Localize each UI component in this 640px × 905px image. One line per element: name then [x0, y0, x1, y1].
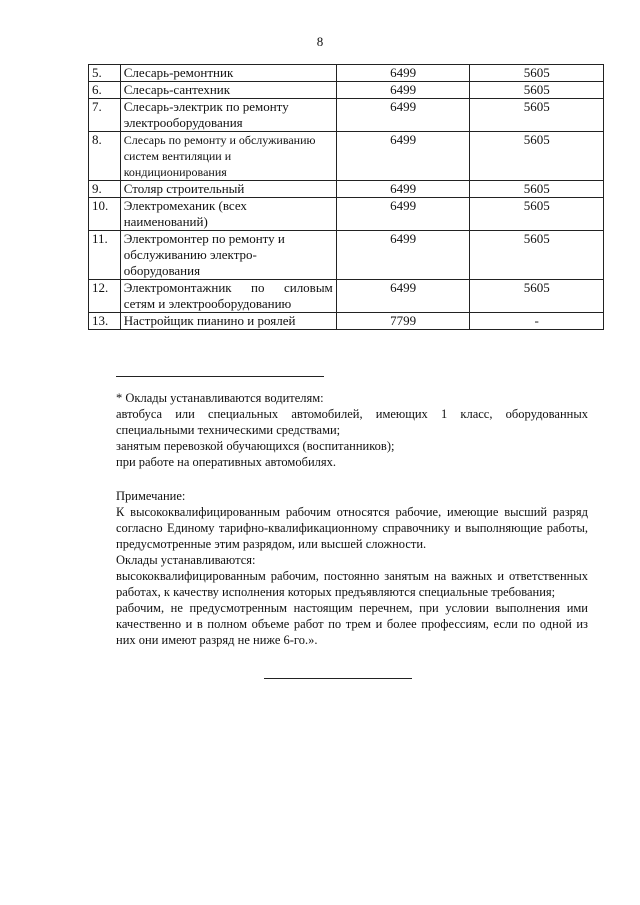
- end-separator: [264, 678, 412, 679]
- note-paragraph: К высококвалифицированным рабочим относятся рабочие, имеющие высший разряд согласно Единому тарифно-квалификационному справочнику и выполняющие работы, предусмотренные этим разрядом, или высшей сложности.: [116, 505, 588, 551]
- rate-value: 5605: [470, 132, 604, 181]
- note-paragraph: высококвалифицированным рабочим, постоянно занятым на важных и ответственных работах, к качеству исполнения которых предъявляются специальные требования;: [116, 569, 588, 599]
- rate-value: 6499: [336, 99, 470, 132]
- footnote-heading: * Оклады устанавливаются водителям:: [116, 391, 324, 405]
- notes-block: [116, 390, 588, 648]
- row-number: 8.: [89, 132, 121, 181]
- table-row: [89, 65, 604, 82]
- rate-value: 5605: [470, 181, 604, 198]
- rate-value: 6499: [336, 132, 470, 181]
- profession-name: Слесарь-ремонтник: [120, 65, 336, 82]
- profession-name: Электромонтажник по силовым сетям и электрооборудованию: [120, 280, 336, 313]
- table-row: [89, 99, 604, 132]
- footnote-separator: [116, 376, 324, 377]
- rate-value: 5605: [470, 99, 604, 132]
- salary-table: [88, 64, 604, 330]
- row-number: 7.: [89, 99, 121, 132]
- footnote-item: автобуса или специальных автомобилей, имеющих 1 класс, оборудованных специальными техническими средствами;: [116, 407, 588, 437]
- rate-value: 7799: [336, 313, 470, 330]
- rate-value: 6499: [336, 181, 470, 198]
- table-row: [89, 198, 604, 231]
- row-number: 5.: [89, 65, 121, 82]
- row-number: 9.: [89, 181, 121, 198]
- rate-value: 6499: [336, 65, 470, 82]
- row-number: 13.: [89, 313, 121, 330]
- note-paragraph: рабочим, не предусмотренным настоящим перечнем, при условии выполнения ими качественно и в полном объеме работ по трем и более профессиям, если по одной из них они имеют разряд не ниже 6-го.».: [116, 601, 588, 647]
- rate-value: 5605: [470, 82, 604, 99]
- profession-name: Электромеханик (всех наименований): [120, 198, 336, 231]
- rate-value: 5605: [470, 280, 604, 313]
- row-number: 12.: [89, 280, 121, 313]
- footnote-item: при работе на оперативных автомобилях.: [116, 455, 336, 469]
- rate-value: -: [470, 313, 604, 330]
- profession-name: Слесарь-электрик по ремонту электрооборудования: [120, 99, 336, 132]
- table-row: [89, 280, 604, 313]
- rate-value: 6499: [336, 198, 470, 231]
- rate-value: 5605: [470, 65, 604, 82]
- table-row: [89, 82, 604, 99]
- table-row: [89, 132, 604, 181]
- table-row: [89, 181, 604, 198]
- row-number: 11.: [89, 231, 121, 280]
- profession-name: Слесарь-сантехник: [120, 82, 336, 99]
- profession-name: Столяр строительный: [120, 181, 336, 198]
- profession-name: Настройщик пианино и роялей: [120, 313, 336, 330]
- profession-name: Электромонтер по ремонту и обслуживанию электро-оборудования: [120, 231, 336, 280]
- note-heading: Примечание:: [116, 489, 186, 503]
- row-number: 6.: [89, 82, 121, 99]
- rate-value: 6499: [336, 231, 470, 280]
- table-row: [89, 231, 604, 280]
- row-number: 10.: [89, 198, 121, 231]
- profession-name: Слесарь по ремонту и обслуживанию систем вентиляции и кондиционирования: [120, 132, 336, 181]
- footnote-item: занятым перевозкой обучающихся (воспитанников);: [116, 439, 395, 453]
- page-number: 8: [316, 34, 324, 49]
- rate-value: 6499: [336, 280, 470, 313]
- table-row: [89, 313, 604, 330]
- rate-value: 5605: [470, 231, 604, 280]
- rate-value: 5605: [470, 198, 604, 231]
- rate-value: 6499: [336, 82, 470, 99]
- note-paragraph: Оклады устанавливаются:: [116, 553, 256, 567]
